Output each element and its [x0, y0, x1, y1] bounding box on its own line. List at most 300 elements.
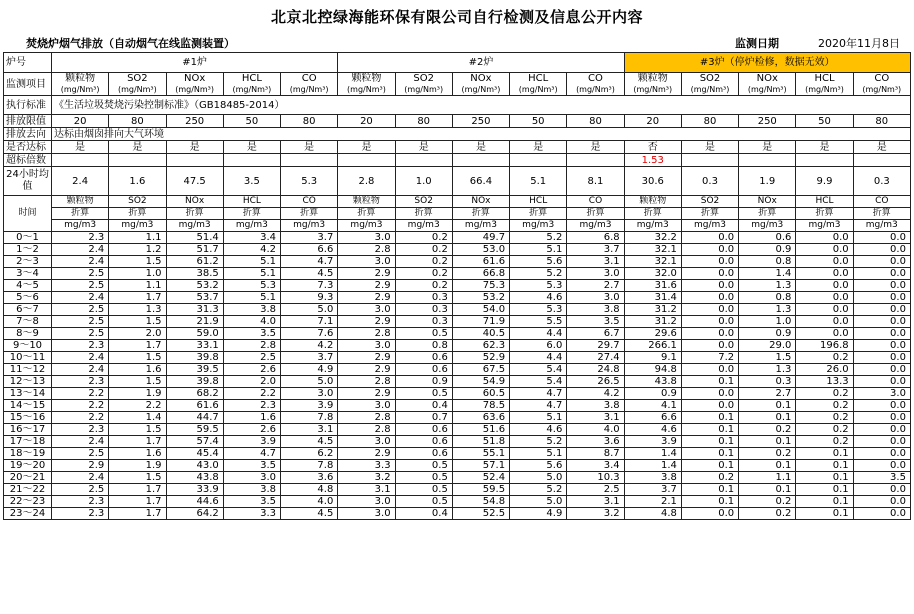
- value-cell: 0.5: [395, 496, 452, 508]
- data-row: [4, 376, 911, 388]
- limit-value: 50: [223, 115, 280, 128]
- value-cell: 3.0: [338, 436, 395, 448]
- limit-value: 50: [796, 115, 853, 128]
- pollutant-header: [853, 73, 910, 96]
- value-cell: 0.9: [739, 328, 796, 340]
- value-cell: 0.0: [796, 304, 853, 316]
- value-cell: 0.1: [681, 412, 738, 424]
- value-cell: 0.0: [853, 268, 910, 280]
- time-cell: 16～17: [4, 424, 52, 436]
- value-cell: 3.8: [223, 304, 280, 316]
- conversion-label: 折算: [223, 208, 280, 220]
- value-cell: 2.2: [223, 388, 280, 400]
- compliance-value: 是: [281, 141, 338, 154]
- value-cell: 3.1: [567, 496, 624, 508]
- value-cell: 0.0: [853, 448, 910, 460]
- value-cell: 21.9: [166, 316, 223, 328]
- data-row: [4, 340, 911, 352]
- limit-value: 80: [853, 115, 910, 128]
- value-cell: 0.6: [395, 436, 452, 448]
- conversion-label: 折算: [796, 208, 853, 220]
- value-cell: 32.1: [624, 244, 681, 256]
- pollutant-name: CO: [301, 73, 317, 84]
- limit-value: 80: [395, 115, 452, 128]
- exceed-value: [681, 154, 738, 167]
- data-row: [4, 484, 911, 496]
- value-cell: 43.8: [624, 376, 681, 388]
- value-cell: 0.5: [395, 460, 452, 472]
- pollutant-unit: (mg/Nm³): [404, 85, 444, 94]
- value-cell: 4.6: [510, 292, 567, 304]
- value-cell: 0.0: [853, 412, 910, 424]
- value-cell: 0.2: [739, 448, 796, 460]
- value-cell: 1.0: [109, 268, 166, 280]
- value-cell: 6.6: [624, 412, 681, 424]
- compliance-value: 是: [796, 141, 853, 154]
- pollutant-name: CO: [874, 73, 890, 84]
- value-cell: 24.8: [567, 364, 624, 376]
- value-cell: 0.0: [853, 304, 910, 316]
- pollutant-subheader: 颗粒物: [624, 196, 681, 208]
- value-cell: 68.2: [166, 388, 223, 400]
- value-cell: 0.0: [853, 376, 910, 388]
- unit-label: mg/m3: [223, 220, 280, 232]
- limit-value: 50: [510, 115, 567, 128]
- value-cell: 2.5: [52, 268, 109, 280]
- value-cell: 5.1: [223, 268, 280, 280]
- value-cell: 1.5: [109, 424, 166, 436]
- value-cell: 0.0: [681, 268, 738, 280]
- compliance-value: 否: [624, 141, 681, 154]
- limit-value: 250: [452, 115, 509, 128]
- conversion-label: 折算: [624, 208, 681, 220]
- value-cell: 0.2: [739, 508, 796, 520]
- limit-row: [4, 115, 911, 128]
- average-value: 2.8: [338, 167, 395, 196]
- value-cell: 32.0: [624, 268, 681, 280]
- standard-row: [4, 96, 911, 115]
- value-cell: 0.0: [853, 232, 910, 244]
- value-cell: 61.6: [166, 400, 223, 412]
- conversion-label: 折算: [395, 208, 452, 220]
- value-cell: 0.6: [395, 448, 452, 460]
- value-cell: 7.2: [681, 352, 738, 364]
- value-cell: 6.7: [567, 328, 624, 340]
- exceed-value: [452, 154, 509, 167]
- emission-table: [3, 52, 911, 520]
- value-cell: 3.0: [223, 472, 280, 484]
- value-cell: 5.0: [281, 304, 338, 316]
- value-cell: 0.0: [796, 268, 853, 280]
- value-cell: 2.4: [52, 256, 109, 268]
- value-cell: 1.5: [109, 256, 166, 268]
- value-cell: 53.2: [166, 280, 223, 292]
- compliance-value: 是: [452, 141, 509, 154]
- exceed-value: [567, 154, 624, 167]
- limit-value: 250: [739, 115, 796, 128]
- conversion-label: 折算: [52, 208, 109, 220]
- value-cell: 2.9: [52, 460, 109, 472]
- unit-label: mg/m3: [338, 220, 395, 232]
- compliance-value: 是: [510, 141, 567, 154]
- pollutant-header: [223, 73, 280, 96]
- value-cell: 0.0: [796, 256, 853, 268]
- value-cell: 7.8: [281, 460, 338, 472]
- value-cell: 0.0: [853, 436, 910, 448]
- value-cell: 0.1: [739, 436, 796, 448]
- time-cell: 4～5: [4, 280, 52, 292]
- value-cell: 3.7: [281, 232, 338, 244]
- conversion-label: 折算: [739, 208, 796, 220]
- value-cell: 0.2: [739, 424, 796, 436]
- exceed-value: [52, 154, 109, 167]
- value-cell: 4.0: [223, 316, 280, 328]
- conversion-label: 折算: [853, 208, 910, 220]
- item-header-row: [4, 73, 911, 96]
- unit-label: mg/m3: [452, 220, 509, 232]
- pollutant-subheader: SO2: [681, 196, 738, 208]
- time-label: 时间: [4, 196, 52, 232]
- destination-label: 排放去向: [4, 128, 52, 141]
- unit-label: mg/m3: [395, 220, 452, 232]
- average-value: 2.4: [52, 167, 109, 196]
- value-cell: 6.8: [567, 232, 624, 244]
- value-cell: 3.0: [567, 268, 624, 280]
- value-cell: 43.8: [166, 472, 223, 484]
- value-cell: 3.0: [338, 400, 395, 412]
- exceed-value: [853, 154, 910, 167]
- average-value: 66.4: [452, 167, 509, 196]
- pollutant-unit: (mg/Nm³): [862, 85, 902, 94]
- value-cell: 2.6: [223, 364, 280, 376]
- time-header-row: [4, 196, 911, 208]
- value-cell: 53.2: [452, 292, 509, 304]
- value-cell: 0.0: [853, 508, 910, 520]
- value-cell: 3.2: [567, 508, 624, 520]
- pollutant-name: SO2: [127, 73, 148, 84]
- average-value: 0.3: [853, 167, 910, 196]
- data-row: [4, 448, 911, 460]
- pollutant-header: [739, 73, 796, 96]
- value-cell: 0.2: [395, 280, 452, 292]
- value-cell: 3.0: [567, 292, 624, 304]
- average-row: [4, 167, 911, 196]
- data-row: [4, 316, 911, 328]
- value-cell: 39.5: [166, 364, 223, 376]
- value-cell: 3.5: [223, 460, 280, 472]
- value-cell: 2.5: [52, 304, 109, 316]
- value-cell: 5.0: [281, 376, 338, 388]
- value-cell: 0.1: [681, 460, 738, 472]
- pollutant-unit: (mg/Nm³): [461, 85, 501, 94]
- pollutant-unit: (mg/Nm³): [747, 85, 787, 94]
- value-cell: 59.5: [166, 424, 223, 436]
- value-cell: 2.4: [52, 436, 109, 448]
- value-cell: 4.2: [281, 340, 338, 352]
- value-cell: 1.7: [109, 508, 166, 520]
- pollutant-subheader: HCL: [223, 196, 280, 208]
- value-cell: 196.8: [796, 340, 853, 352]
- pollutant-unit: (mg/Nm³): [60, 85, 100, 94]
- pollutant-subheader: SO2: [109, 196, 166, 208]
- value-cell: 29.6: [624, 328, 681, 340]
- unit-label: mg/m3: [567, 220, 624, 232]
- data-row: [4, 424, 911, 436]
- time-cell: 2～3: [4, 256, 52, 268]
- exceed-value: [166, 154, 223, 167]
- data-row: [4, 472, 911, 484]
- pollutant-name: 颗粒物: [65, 73, 96, 84]
- value-cell: 1.5: [109, 352, 166, 364]
- value-cell: 26.0: [796, 364, 853, 376]
- value-cell: 5.1: [510, 244, 567, 256]
- value-cell: 2.9: [338, 448, 395, 460]
- value-cell: 5.2: [510, 268, 567, 280]
- pollutant-header: [510, 73, 567, 96]
- pollutant-header: [624, 73, 681, 96]
- time-cell: 10～11: [4, 352, 52, 364]
- value-cell: 1.5: [739, 352, 796, 364]
- value-cell: 2.5: [567, 484, 624, 496]
- time-cell: 9～10: [4, 340, 52, 352]
- pollutant-name: SO2: [699, 73, 721, 84]
- value-cell: 0.2: [796, 400, 853, 412]
- value-cell: 0.1: [796, 484, 853, 496]
- value-cell: 75.3: [452, 280, 509, 292]
- value-cell: 3.7: [281, 352, 338, 364]
- value-cell: 0.0: [853, 328, 910, 340]
- value-cell: 0.0: [681, 304, 738, 316]
- limit-label: 排放限值: [4, 115, 52, 128]
- value-cell: 0.0: [796, 328, 853, 340]
- time-cell: 21～22: [4, 484, 52, 496]
- furnace-header: #1炉: [52, 53, 338, 73]
- unit-label: mg/m3: [853, 220, 910, 232]
- value-cell: 2.3: [52, 340, 109, 352]
- data-row: [4, 400, 911, 412]
- value-cell: 0.5: [395, 472, 452, 484]
- value-cell: 4.6: [510, 424, 567, 436]
- value-cell: 5.1: [510, 412, 567, 424]
- conversion-label: 折算: [281, 208, 338, 220]
- value-cell: 4.1: [624, 400, 681, 412]
- value-cell: 3.1: [281, 424, 338, 436]
- time-cell: 19～20: [4, 460, 52, 472]
- value-cell: 4.5: [281, 436, 338, 448]
- value-cell: 0.2: [796, 436, 853, 448]
- value-cell: 4.8: [624, 508, 681, 520]
- value-cell: 2.8: [338, 244, 395, 256]
- value-cell: 59.0: [166, 328, 223, 340]
- compliance-value: 是: [52, 141, 109, 154]
- value-cell: 31.2: [624, 316, 681, 328]
- pollutant-header: [681, 73, 738, 96]
- data-row: [4, 496, 911, 508]
- average-value: 1.6: [109, 167, 166, 196]
- value-cell: 3.2: [338, 472, 395, 484]
- value-cell: 33.1: [166, 340, 223, 352]
- value-cell: 54.8: [452, 496, 509, 508]
- value-cell: 3.0: [281, 388, 338, 400]
- value-cell: 3.1: [338, 484, 395, 496]
- value-cell: 2.7: [567, 280, 624, 292]
- value-cell: 0.0: [681, 340, 738, 352]
- limit-value: 250: [166, 115, 223, 128]
- value-cell: 1.7: [109, 484, 166, 496]
- value-cell: 2.3: [52, 496, 109, 508]
- time-cell: 3～4: [4, 268, 52, 280]
- value-cell: 3.5: [567, 316, 624, 328]
- value-cell: 0.0: [681, 232, 738, 244]
- value-cell: 2.3: [52, 232, 109, 244]
- value-cell: 2.6: [223, 424, 280, 436]
- value-cell: 1.7: [109, 292, 166, 304]
- pollutant-name: NOx: [470, 73, 492, 84]
- data-row: [4, 508, 911, 520]
- average-value: 5.3: [281, 167, 338, 196]
- value-cell: 0.2: [395, 256, 452, 268]
- value-cell: 49.7: [452, 232, 509, 244]
- furnace-header: #2炉: [338, 53, 624, 73]
- value-cell: 51.4: [166, 232, 223, 244]
- data-row: [4, 328, 911, 340]
- value-cell: 6.2: [281, 448, 338, 460]
- value-cell: 0.1: [681, 496, 738, 508]
- value-cell: 6.6: [281, 244, 338, 256]
- value-cell: 5.4: [510, 364, 567, 376]
- value-cell: 0.0: [853, 460, 910, 472]
- data-row: [4, 352, 911, 364]
- value-cell: 2.9: [338, 280, 395, 292]
- value-cell: 31.6: [624, 280, 681, 292]
- time-cell: 12～13: [4, 376, 52, 388]
- value-cell: 0.0: [853, 316, 910, 328]
- data-row: [4, 244, 911, 256]
- data-row: [4, 436, 911, 448]
- pollutant-unit: (mg/Nm³): [518, 85, 558, 94]
- value-cell: 71.9: [452, 316, 509, 328]
- value-cell: 94.8: [624, 364, 681, 376]
- unit-label: mg/m3: [52, 220, 109, 232]
- value-cell: 3.0: [338, 340, 395, 352]
- value-cell: 1.6: [223, 412, 280, 424]
- value-cell: 2.9: [338, 316, 395, 328]
- unit-label: mg/m3: [796, 220, 853, 232]
- value-cell: 0.0: [796, 232, 853, 244]
- compliance-value: 是: [338, 141, 395, 154]
- value-cell: 3.0: [338, 256, 395, 268]
- value-cell: 51.7: [166, 244, 223, 256]
- section-title: 焚烧炉烟气排放（自动烟气在线监测装置）: [26, 37, 235, 50]
- average-value: 5.1: [510, 167, 567, 196]
- compliance-value: 是: [166, 141, 223, 154]
- value-cell: 0.0: [853, 292, 910, 304]
- value-cell: 0.0: [853, 496, 910, 508]
- value-cell: 1.3: [109, 304, 166, 316]
- average-value: 0.3: [681, 167, 738, 196]
- value-cell: 0.5: [395, 484, 452, 496]
- value-cell: 54.9: [452, 376, 509, 388]
- value-cell: 3.8: [567, 304, 624, 316]
- value-cell: 61.2: [166, 256, 223, 268]
- exceed-row: [4, 154, 911, 167]
- unit-label: mg/m3: [166, 220, 223, 232]
- value-cell: 33.9: [166, 484, 223, 496]
- compliance-value: 是: [681, 141, 738, 154]
- value-cell: 2.7: [739, 388, 796, 400]
- limit-value: 80: [109, 115, 166, 128]
- pollutant-subheader: 颗粒物: [338, 196, 395, 208]
- value-cell: 0.1: [796, 472, 853, 484]
- unit-row: [4, 220, 911, 232]
- value-cell: 1.1: [109, 232, 166, 244]
- value-cell: 7.1: [281, 316, 338, 328]
- data-row: [4, 304, 911, 316]
- value-cell: 44.7: [166, 412, 223, 424]
- value-cell: 2.3: [223, 400, 280, 412]
- value-cell: 2.2: [109, 400, 166, 412]
- value-cell: 3.8: [624, 472, 681, 484]
- value-cell: 26.5: [567, 376, 624, 388]
- value-cell: 266.1: [624, 340, 681, 352]
- unit-label: mg/m3: [281, 220, 338, 232]
- pollutant-name: NOx: [183, 73, 206, 84]
- value-cell: 1.4: [624, 448, 681, 460]
- value-cell: 0.1: [796, 496, 853, 508]
- value-cell: 3.9: [624, 436, 681, 448]
- value-cell: 38.5: [166, 268, 223, 280]
- pollutant-name: CO: [588, 73, 603, 84]
- data-row: [4, 232, 911, 244]
- value-cell: 2.5: [223, 352, 280, 364]
- value-cell: 0.0: [796, 316, 853, 328]
- page-title: 北京北控绿海能环保有限公司自行检测及信息公开内容: [270, 8, 643, 26]
- value-cell: 1.4: [624, 460, 681, 472]
- value-cell: 0.1: [739, 460, 796, 472]
- value-cell: 2.4: [52, 244, 109, 256]
- value-cell: 0.2: [796, 424, 853, 436]
- compliance-value: 是: [109, 141, 166, 154]
- value-cell: 54.0: [452, 304, 509, 316]
- standard-label: 执行标准: [4, 96, 52, 115]
- value-cell: 3.0: [338, 304, 395, 316]
- value-cell: 63.6: [452, 412, 509, 424]
- value-cell: 61.6: [452, 256, 509, 268]
- pollutant-unit: (mg/Nm³): [347, 85, 386, 94]
- value-cell: 3.5: [223, 328, 280, 340]
- value-cell: 39.8: [166, 352, 223, 364]
- exceed-value: [223, 154, 280, 167]
- value-cell: 3.0: [338, 232, 395, 244]
- value-cell: 62.3: [452, 340, 509, 352]
- value-cell: 4.0: [567, 424, 624, 436]
- value-cell: 1.0: [739, 316, 796, 328]
- value-cell: 0.0: [853, 340, 910, 352]
- value-cell: 0.1: [739, 412, 796, 424]
- value-cell: 2.0: [223, 376, 280, 388]
- value-cell: 0.0: [853, 484, 910, 496]
- standard-text: 《生活垃圾焚烧污染控制标准》（GB18485-2014）: [52, 96, 911, 115]
- exceed-value: [281, 154, 338, 167]
- value-cell: 45.4: [166, 448, 223, 460]
- value-cell: 0.4: [395, 400, 452, 412]
- average-value: 9.9: [796, 167, 853, 196]
- limit-value: 20: [624, 115, 681, 128]
- value-cell: 1.2: [109, 244, 166, 256]
- destination-text: 达标由烟囱排向大气环境: [52, 128, 911, 141]
- value-cell: 4.5: [281, 508, 338, 520]
- value-cell: 3.1: [567, 412, 624, 424]
